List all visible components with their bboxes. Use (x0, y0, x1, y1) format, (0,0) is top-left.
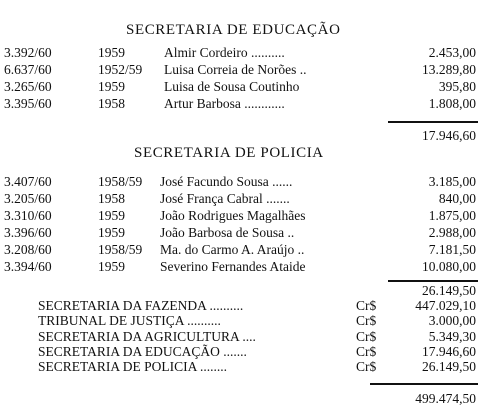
summary-currency: Cr$ (356, 359, 377, 374)
row-value: 10.080,00 (422, 259, 476, 274)
row-year: 1958/59 (98, 242, 143, 257)
grand-total-rule (370, 383, 478, 385)
row-code: 6.637/60 (4, 62, 52, 77)
row-code: 3.392/60 (4, 45, 52, 60)
row-value: 840,00 (438, 191, 476, 206)
row-year: 1959 (98, 208, 125, 223)
row-code: 3.407/60 (4, 174, 52, 189)
row-year: 1959 (98, 259, 125, 274)
summary-label: SECRETARIA DA AGRICULTURA .... (38, 329, 256, 344)
subtotal-rule (388, 121, 478, 123)
summary-currency: Cr$ (356, 298, 377, 313)
section-title-educacao: SECRETARIA DE EDUCAÇÃO (126, 22, 341, 38)
row-code: 3.396/60 (4, 225, 52, 240)
row-code: 3.265/60 (4, 79, 52, 94)
row-name: Ma. do Carmo A. Araújo .. (160, 242, 305, 257)
row-code: 3.310/60 (4, 208, 52, 223)
row-value: 7.181,50 (428, 242, 476, 257)
row-name: Luisa Correia de Norões .. (164, 62, 307, 77)
summary-currency: Cr$ (356, 344, 377, 359)
summary-label: TRIBUNAL DE JUSTIÇA .......... (38, 313, 221, 328)
summary-label: SECRETARIA DA FAZENDA .......... (38, 298, 244, 313)
row-year: 1959 (98, 225, 125, 240)
row-name: João Rodrigues Magalhães (160, 208, 306, 223)
row-value: 13.289,80 (422, 62, 476, 77)
row-value: 3.185,00 (428, 174, 476, 189)
section-total-policia: 26.149,50 (422, 283, 476, 298)
summary-currency: Cr$ (356, 329, 377, 344)
row-name: Luisa de Sousa Coutinho (164, 79, 300, 94)
row-value: 2.453,00 (428, 45, 476, 60)
summary-value: 3.000,00 (428, 313, 476, 328)
row-code: 3.394/60 (4, 259, 52, 274)
row-year: 1952/59 (98, 62, 143, 77)
row-year: 1958 (98, 191, 125, 206)
subtotal-rule (388, 280, 478, 282)
grand-total: 499.474,50 (415, 391, 476, 406)
summary-value: 26.149,50 (422, 359, 476, 374)
summary-label: SECRETARIA DA EDUCAÇÃO ....... (38, 344, 247, 359)
row-year: 1958 (98, 96, 125, 111)
summary-label: SECRETARIA DE POLICIA ........ (38, 359, 228, 374)
row-value: 2.988,00 (428, 225, 476, 240)
row-value: 1.808,00 (428, 96, 476, 111)
row-name: Almir Cordeiro .......... (164, 45, 285, 60)
row-year: 1958/59 (98, 174, 143, 189)
row-value: 395,80 (438, 79, 476, 94)
row-year: 1959 (98, 45, 125, 60)
summary-currency: Cr$ (356, 313, 377, 328)
row-name: Artur Barbosa ............ (164, 96, 285, 111)
row-name: José Facundo Sousa ...... (160, 174, 293, 189)
row-name: Severino Fernandes Ataide (160, 259, 306, 274)
summary-value: 17.946,60 (422, 344, 476, 359)
row-code: 3.395/60 (4, 96, 52, 111)
row-name: José França Cabral ....... (160, 191, 290, 206)
row-year: 1959 (98, 79, 125, 94)
section-title-policia: SECRETARIA DE POLICIA (134, 145, 324, 161)
summary-value: 5.349,30 (428, 329, 476, 344)
section-total-educacao: 17.946,60 (422, 128, 476, 143)
row-code: 3.208/60 (4, 242, 52, 257)
row-value: 1.875,00 (428, 208, 476, 223)
row-code: 3.205/60 (4, 191, 52, 206)
row-name: João Barbosa de Sousa .. (160, 225, 295, 240)
summary-value: 447.029,10 (415, 298, 476, 313)
